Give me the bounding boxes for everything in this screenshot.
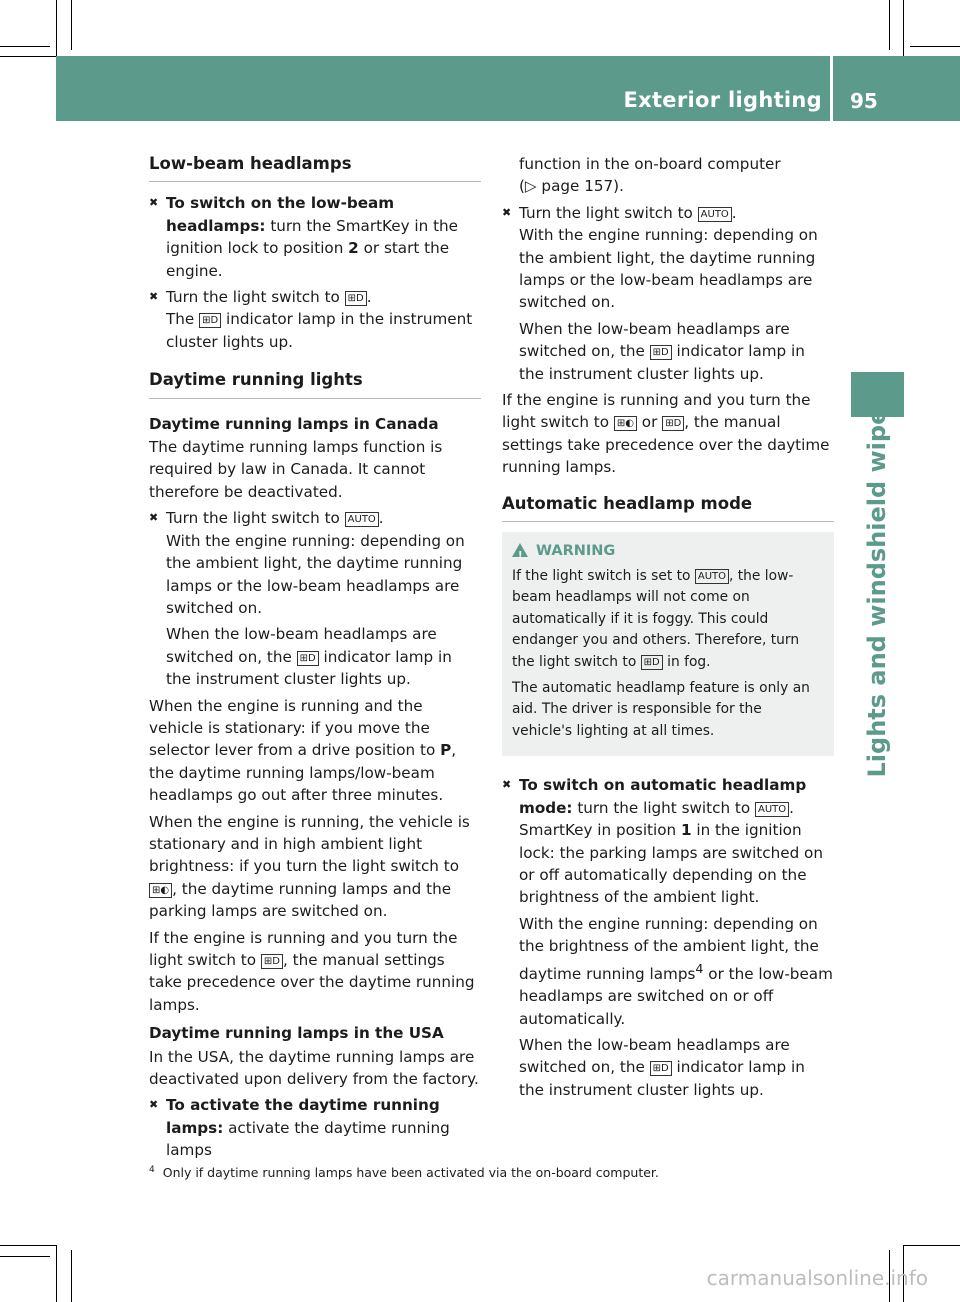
- step-auto-switch: ✖ Turn the light switch to AUTO . With the engine running: depending on the ambient light, the daytime running lamps or the low-beam headlamps are switched on. When the low-beam headlamps are switched on, the ⊞D indicator lamp in the instrument cluster lights up.: [502, 202, 834, 385]
- lowbeam-icon: ⊞D: [345, 291, 367, 306]
- paragraph: If the engine is running and you turn the light switch to ⊞◐ or ⊞D , the manual settings take precedence over the daytime running lamps.: [502, 391, 830, 477]
- header-divider: [830, 56, 833, 121]
- crop-mark: [71, 0, 72, 50]
- crop-mark: [56, 0, 57, 56]
- crop-mark: [0, 1256, 50, 1257]
- lowbeam-icon: ⊞D: [297, 651, 319, 666]
- paragraph: When the engine is running, the vehicle is stationary and in high ambient light brightness: if you turn the light switch to ⊞◐ , the daytime running lamps and the parking lamps are switched on.: [149, 812, 470, 921]
- lowbeam-icon: ⊞D: [650, 1061, 672, 1076]
- heading-canada: Daytime running lamps in Canada: [149, 414, 439, 433]
- warning-triangle-icon: [512, 543, 528, 557]
- lowbeam-icon: ⊞D: [261, 954, 283, 969]
- lowbeam-icon: ⊞D: [199, 313, 221, 328]
- crop-mark: [910, 46, 960, 47]
- parking-lamp-icon: ⊞◐: [614, 416, 637, 431]
- heading-usa: Daytime running lamps in the USA: [149, 1024, 444, 1043]
- step-canada-switch: ✖ Turn the light switch to AUTO . With the engine running: depending on the ambient light, the daytime running lamps or the low-beam headlamps are switched on. When the low-beam headlamps are switched on, the ⊞D indicator lamp in the instrument cluster lights up.: [149, 507, 481, 690]
- paragraph: If the engine is running and you turn the light switch to ⊞D , the manual settings take precedence over the daytime running lamps.: [149, 928, 475, 1014]
- crop-mark: [889, 0, 890, 50]
- warning-box: !WARNING If the light switch is set to AUTO , the low-beam headlamps will not come on automatically if it is foggy. This could endanger you and others. Therefore, turn the light switch to ⊞D in fog. The automatic headlamp feature is only an aid. The driver is responsible for the vehicle's lighting at all times.: [502, 532, 834, 756]
- crop-mark: [0, 46, 50, 47]
- paragraph: In the USA, the daytime running lamps are deactivated upon delivery from the factory.: [149, 1047, 479, 1089]
- left-column: [149, 153, 481, 1166]
- step-lowbeam-on: ✖ To switch on the low-beam headlamps: turn the SmartKey in the ignition lock to position 2 or start the engine.: [149, 192, 481, 282]
- crop-mark: [71, 1250, 72, 1302]
- paragraph: When the engine is running and the vehicle is stationary: if you move the selector lever from a drive position to P, the daytime running lamps/low-beam headlamps go out after three minutes.: [149, 696, 457, 805]
- heading-low-beam: Low-beam headlamps: [149, 153, 481, 182]
- lowbeam-icon: ⊞D: [662, 416, 684, 431]
- page-number: 95: [850, 89, 878, 113]
- footnote: $^4$ Only if daytime running lamps have been activated via the on-board computer.: [149, 1165, 659, 1181]
- paragraph: The daytime running lamps function is required by law in Canada. It cannot therefore be deactivated.: [149, 438, 443, 501]
- chapter-title: Exterior lighting: [623, 88, 822, 112]
- parking-lamp-icon: ⊞◐: [149, 883, 172, 898]
- crop-mark: [0, 56, 57, 57]
- auto-icon: AUTO: [345, 512, 379, 527]
- page-header-bar: [56, 56, 960, 121]
- step-lowbeam-switch: ✖ Turn the light switch to ⊞D . The ⊞D indicator lamp in the instrument cluster lights up.: [149, 286, 481, 353]
- side-section-title: Lights and windshield wipers: [863, 382, 891, 778]
- auto-icon: AUTO: [695, 569, 729, 584]
- watermark: carmanualsonline.info: [706, 1266, 928, 1290]
- auto-icon: AUTO: [755, 802, 789, 817]
- lowbeam-icon: ⊞D: [641, 655, 663, 670]
- step-auto-mode-on: ✖ To switch on automatic headlamp mode: turn the light switch to AUTO . SmartKey in position 1 in the ignition lock: the parking lamps are switched on or off automatically depending on the brightness of the ambient light. With the engine running: depending on the brightness of the ambient light, the daytime running lamps$^4$ or the low-beam headlamps are switched on or off automatically. When the low-beam headlamps are switched on, the ⊞D indicator lamp in the instrument cluster lights up.: [502, 774, 834, 1101]
- lowbeam-icon: ⊞D: [650, 345, 672, 360]
- crop-mark: [903, 1245, 960, 1246]
- heading-daytime: Daytime running lights: [149, 369, 481, 398]
- auto-icon: AUTO: [698, 207, 732, 222]
- crop-mark: [56, 1245, 57, 1302]
- crop-mark: [0, 1245, 57, 1246]
- heading-auto-mode: Automatic headlamp mode: [502, 493, 834, 522]
- step-usa-activate: ✖ To activate the daytime running lamps: activate the daytime running lamps: [149, 1094, 481, 1161]
- crop-mark: [903, 0, 904, 56]
- right-column: function in the on-board computer (▷ page 157). ✖ Turn the light switch to AUTO . With the engine running: depending on the ambient light, the daytime running lamps or the low-beam headlamps are switched on. When the low-beam headlamps are switched on, the ⊞D indicator lamp in the instrument cluster lights up. If the engine is running and you turn the light switch to ⊞◐ or ⊞D , the manual settings take precedence over the daytime running lamps. Automatic headlamp mode !WARNING If the light switch is set to AUTO , the low-beam headlamps will not come on automatically if it is foggy. This could endanger you and others. Therefore, turn the light switch to ⊞D in fog. The automatic headlamp feature is only an aid. The driver is responsible for the vehicle's lighting at all times. ✖ To switch on automatic headlamp mode: turn the light switch to AUTO . SmartKey in position 1 in the ignition lock: the parking lamps are switched on or off automatically depending on the brightness of the ambient light. With the engine running: depending on the brightness of the ambient light, the daytime running lamps$^4$ or the low-beam headlamps are switched on or off automatically. When the low-beam headlamps are switched on, the ⊞D indicator lamp in the instrument cluster lights up.: [502, 153, 834, 1105]
